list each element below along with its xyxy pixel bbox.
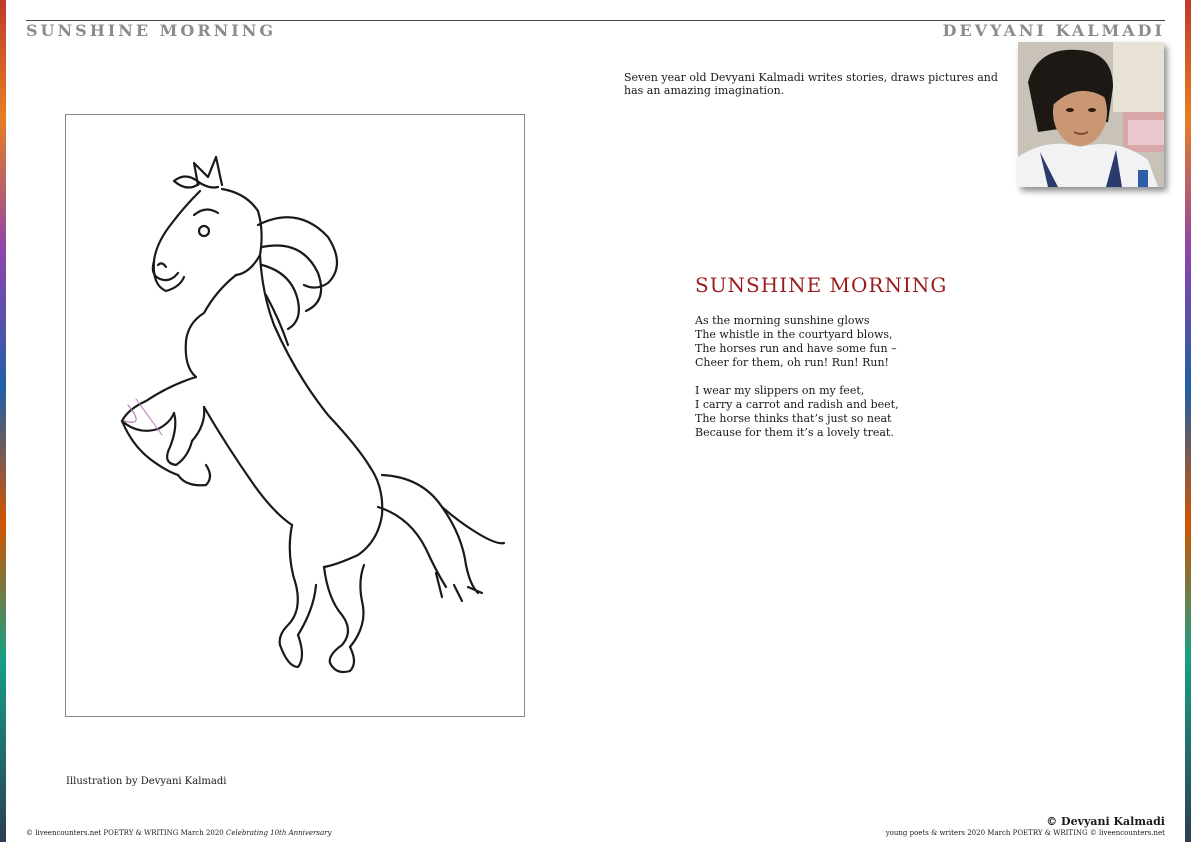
poem-line: Cheer for them, oh run! Run! Run! [695, 356, 889, 369]
author-photo-image [1018, 42, 1164, 187]
poem-line: Because for them it’s a lovely treat. [695, 426, 894, 439]
left-decorative-border [0, 0, 6, 842]
poem-line: As the morning sunshine glows [695, 314, 870, 327]
running-header-author: DEVYANI KALMADI [942, 21, 1165, 40]
poem-stanza-2 [695, 384, 899, 440]
author-bio: Seven year old Devyani Kalmadi writes stories, draws pictures and has an amazing imagination. [624, 71, 998, 97]
right-decorative-border [1185, 0, 1191, 842]
copyright-notice: © Devyani Kalmadi [1046, 815, 1165, 828]
poem-line: I carry a carrot and radish and beet, [695, 398, 899, 411]
footer-left-text: © liveencounters.net POETRY & WRITING March 2020 [26, 829, 224, 837]
poem-line: I wear my slippers on my feet, [695, 384, 865, 397]
poem-title: SUNSHINE MORNING [695, 273, 948, 297]
horse-illustration-frame [65, 114, 525, 717]
poem-line: The whistle in the courtyard blows, [695, 328, 893, 341]
footer-left [26, 829, 331, 837]
horse-drawing [66, 115, 524, 716]
poem-stanza-1 [695, 314, 897, 370]
author-photo [1018, 42, 1164, 187]
poem-line: The horses run and have some fun – [695, 342, 897, 355]
footer-left-emphasis: Celebrating 10th Anniversary [226, 829, 332, 837]
footer-right: young poets & writers 2020 March POETRY & WRITING © liveencounters.net [885, 829, 1165, 837]
illustration-caption: Illustration by Devyani Kalmadi [66, 776, 227, 787]
poem-line: The horse thinks that’s just so neat [695, 412, 892, 425]
running-header-title: SUNSHINE MORNING [26, 21, 277, 40]
